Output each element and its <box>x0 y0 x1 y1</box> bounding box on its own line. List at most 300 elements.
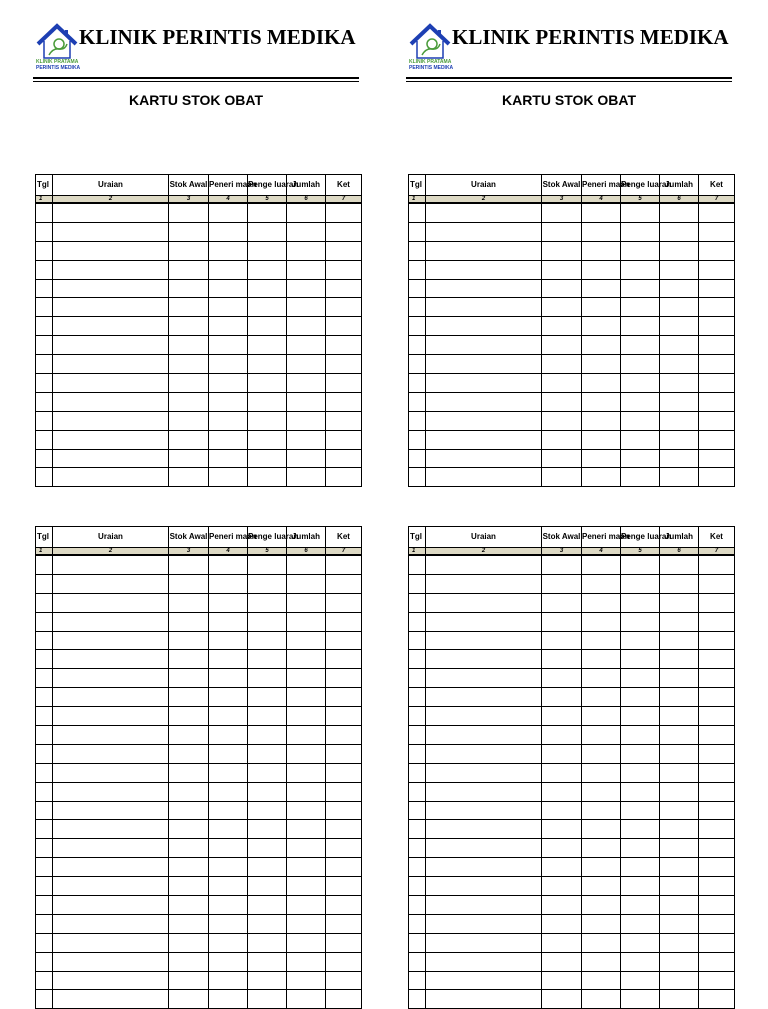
empty-cell-ket <box>326 858 362 877</box>
column-header-penerimaan: Peneri maan <box>209 175 248 196</box>
empty-cell-uraian <box>426 430 542 449</box>
empty-cell-penerimaan <box>582 574 621 593</box>
empty-cell-stok-awal <box>542 593 582 612</box>
empty-cell-penerimaan <box>209 593 248 612</box>
empty-cell-penerimaan <box>209 430 248 449</box>
empty-cell-stok-awal <box>542 631 582 650</box>
empty-cell-stok-awal <box>169 374 209 393</box>
table-row <box>409 593 735 612</box>
empty-cell-ket <box>326 933 362 952</box>
empty-cell-stok-awal <box>169 241 209 260</box>
empty-cell-tgl <box>36 669 53 688</box>
empty-cell-pengeluaran <box>621 801 660 820</box>
empty-cell-uraian <box>426 574 542 593</box>
empty-cell-penerimaan <box>582 392 621 411</box>
empty-cell-penerimaan <box>582 839 621 858</box>
empty-cell-ket <box>326 574 362 593</box>
empty-cell-stok-awal <box>542 688 582 707</box>
empty-cell-penerimaan <box>582 374 621 393</box>
empty-cell-penerimaan <box>209 222 248 241</box>
empty-cell-stok-awal <box>169 877 209 896</box>
empty-cell-tgl <box>409 374 426 393</box>
empty-cell-stok-awal <box>169 317 209 336</box>
empty-cell-penerimaan <box>209 392 248 411</box>
empty-cell-penerimaan <box>582 555 621 574</box>
table-row <box>36 820 362 839</box>
empty-cell-ket <box>699 877 735 896</box>
empty-cell-jumlah <box>660 650 699 669</box>
empty-cell-stok-awal <box>169 203 209 222</box>
empty-cell-penerimaan <box>582 971 621 990</box>
table-row <box>36 990 362 1009</box>
empty-cell-stok-awal <box>542 877 582 896</box>
empty-cell-stok-awal <box>169 839 209 858</box>
empty-cell-tgl <box>409 468 426 487</box>
empty-cell-tgl <box>409 336 426 355</box>
table-row <box>36 468 362 487</box>
empty-cell-tgl <box>36 593 53 612</box>
empty-cell-pengeluaran <box>621 298 660 317</box>
table-row <box>36 669 362 688</box>
table-row <box>409 355 735 374</box>
empty-cell-ket <box>699 971 735 990</box>
empty-cell-tgl <box>409 726 426 745</box>
column-number: 3 <box>169 196 209 204</box>
empty-cell-penerimaan <box>209 782 248 801</box>
table-row <box>409 726 735 745</box>
empty-cell-stok-awal <box>542 782 582 801</box>
column-number-row <box>36 196 362 204</box>
empty-cell-pengeluaran <box>248 392 287 411</box>
empty-cell-stok-awal <box>542 355 582 374</box>
empty-cell-uraian <box>53 241 169 260</box>
empty-cell-penerimaan <box>582 688 621 707</box>
empty-cell-tgl <box>36 877 53 896</box>
empty-cell-tgl <box>36 726 53 745</box>
empty-cell-ket <box>699 374 735 393</box>
stock-card-table-bottom-right <box>408 526 735 1009</box>
empty-cell-pengeluaran <box>621 650 660 669</box>
empty-cell-uraian <box>426 612 542 631</box>
empty-cell-jumlah <box>287 631 326 650</box>
empty-cell-uraian <box>426 801 542 820</box>
empty-cell-penerimaan <box>582 593 621 612</box>
empty-cell-jumlah <box>660 839 699 858</box>
empty-cell-penerimaan <box>209 688 248 707</box>
column-number: 1 <box>36 548 53 556</box>
empty-cell-tgl <box>36 744 53 763</box>
empty-cell-ket <box>699 430 735 449</box>
empty-cell-jumlah <box>287 574 326 593</box>
empty-cell-uraian <box>53 763 169 782</box>
empty-cell-uraian <box>53 933 169 952</box>
empty-cell-penerimaan <box>582 801 621 820</box>
empty-cell-tgl <box>36 801 53 820</box>
empty-cell-pengeluaran <box>248 914 287 933</box>
empty-cell-jumlah <box>660 355 699 374</box>
empty-cell-uraian <box>426 392 542 411</box>
logo-caption <box>409 60 453 71</box>
empty-cell-stok-awal <box>542 411 582 430</box>
table-row <box>409 222 735 241</box>
empty-cell-stok-awal <box>542 990 582 1009</box>
empty-cell-pengeluaran <box>621 355 660 374</box>
column-number-row <box>409 548 735 556</box>
empty-cell-jumlah <box>287 411 326 430</box>
table-row <box>36 279 362 298</box>
empty-cell-tgl <box>36 298 53 317</box>
empty-cell-pengeluaran <box>621 914 660 933</box>
empty-cell-jumlah <box>660 744 699 763</box>
empty-cell-tgl <box>409 355 426 374</box>
empty-cell-stok-awal <box>169 820 209 839</box>
empty-cell-stok-awal <box>169 555 209 574</box>
empty-cell-jumlah <box>660 203 699 222</box>
empty-cell-uraian <box>53 317 169 336</box>
empty-cell-jumlah <box>287 688 326 707</box>
header-rule <box>33 77 359 79</box>
empty-cell-ket <box>699 298 735 317</box>
empty-cell-stok-awal <box>169 990 209 1009</box>
empty-cell-jumlah <box>660 896 699 915</box>
empty-cell-pengeluaran <box>621 222 660 241</box>
empty-cell-jumlah <box>660 952 699 971</box>
empty-cell-pengeluaran <box>621 971 660 990</box>
empty-cell-stok-awal <box>542 374 582 393</box>
empty-cell-pengeluaran <box>621 858 660 877</box>
empty-cell-pengeluaran <box>621 392 660 411</box>
column-number-row <box>409 196 735 204</box>
empty-cell-ket <box>326 430 362 449</box>
empty-cell-ket <box>699 631 735 650</box>
empty-cell-penerimaan <box>582 820 621 839</box>
empty-cell-ket <box>326 650 362 669</box>
empty-cell-stok-awal <box>169 933 209 952</box>
empty-cell-uraian <box>53 650 169 669</box>
empty-cell-ket <box>326 317 362 336</box>
empty-cell-pengeluaran <box>248 801 287 820</box>
table-row <box>36 914 362 933</box>
empty-cell-jumlah <box>660 858 699 877</box>
empty-cell-uraian <box>426 914 542 933</box>
empty-cell-pengeluaran <box>621 990 660 1009</box>
empty-cell-ket <box>326 355 362 374</box>
empty-cell-ket <box>326 990 362 1009</box>
table-row <box>36 574 362 593</box>
empty-cell-penerimaan <box>582 782 621 801</box>
empty-cell-jumlah <box>287 430 326 449</box>
empty-cell-ket <box>326 914 362 933</box>
empty-cell-uraian <box>426 279 542 298</box>
empty-cell-penerimaan <box>209 971 248 990</box>
empty-cell-ket <box>699 763 735 782</box>
empty-cell-uraian <box>53 298 169 317</box>
empty-cell-penerimaan <box>209 241 248 260</box>
empty-cell-pengeluaran <box>248 317 287 336</box>
table-row <box>409 933 735 952</box>
empty-cell-jumlah <box>660 468 699 487</box>
empty-cell-jumlah <box>287 820 326 839</box>
empty-cell-penerimaan <box>582 279 621 298</box>
column-number: 4 <box>582 196 621 204</box>
table-row <box>409 820 735 839</box>
clinic-name: KLINIK PERINTIS MEDIKA <box>79 25 356 49</box>
empty-cell-tgl <box>36 631 53 650</box>
empty-cell-penerimaan <box>209 839 248 858</box>
empty-cell-tgl <box>36 839 53 858</box>
table-row <box>409 612 735 631</box>
table-row <box>36 971 362 990</box>
column-header-stok-awal: Stok Awal <box>169 527 209 548</box>
empty-cell-penerimaan <box>209 574 248 593</box>
empty-cell-stok-awal <box>542 203 582 222</box>
empty-cell-jumlah <box>660 933 699 952</box>
empty-cell-tgl <box>409 801 426 820</box>
table-row <box>409 298 735 317</box>
empty-cell-uraian <box>426 555 542 574</box>
empty-cell-tgl <box>36 933 53 952</box>
empty-cell-stok-awal <box>542 669 582 688</box>
empty-cell-uraian <box>53 782 169 801</box>
empty-cell-pengeluaran <box>248 782 287 801</box>
empty-cell-jumlah <box>287 449 326 468</box>
table-row <box>409 763 735 782</box>
empty-cell-pengeluaran <box>248 650 287 669</box>
column-number: 5 <box>621 196 660 204</box>
empty-cell-ket <box>699 914 735 933</box>
empty-cell-uraian <box>53 801 169 820</box>
empty-cell-stok-awal <box>169 260 209 279</box>
empty-cell-penerimaan <box>582 355 621 374</box>
column-header-tgl: Tgl <box>36 527 53 548</box>
empty-cell-uraian <box>426 688 542 707</box>
column-header-stok-awal: Stok Awal <box>542 175 582 196</box>
empty-cell-jumlah <box>287 877 326 896</box>
column-number: 3 <box>542 196 582 204</box>
table-row <box>36 593 362 612</box>
empty-cell-tgl <box>409 279 426 298</box>
empty-cell-penerimaan <box>209 763 248 782</box>
column-header-stok-awal: Stok Awal <box>542 527 582 548</box>
empty-cell-ket <box>326 392 362 411</box>
empty-cell-pengeluaran <box>621 952 660 971</box>
column-header-pengeluaran: Penge luaran <box>621 527 660 548</box>
empty-cell-jumlah <box>660 336 699 355</box>
empty-cell-ket <box>699 933 735 952</box>
empty-cell-ket <box>699 744 735 763</box>
empty-cell-uraian <box>426 726 542 745</box>
empty-cell-stok-awal <box>169 336 209 355</box>
table-row <box>36 411 362 430</box>
empty-cell-penerimaan <box>209 669 248 688</box>
empty-cell-pengeluaran <box>248 990 287 1009</box>
empty-cell-ket <box>326 203 362 222</box>
table-header-row <box>409 527 735 548</box>
header-rule-thin <box>406 81 732 82</box>
empty-cell-ket <box>326 260 362 279</box>
column-number: 2 <box>53 548 169 556</box>
empty-cell-tgl <box>409 317 426 336</box>
empty-cell-ket <box>326 744 362 763</box>
empty-cell-jumlah <box>287 650 326 669</box>
empty-cell-tgl <box>36 820 53 839</box>
empty-cell-pengeluaran <box>248 631 287 650</box>
empty-cell-tgl <box>36 392 53 411</box>
empty-cell-pengeluaran <box>248 820 287 839</box>
empty-cell-jumlah <box>660 449 699 468</box>
empty-cell-stok-awal <box>542 222 582 241</box>
empty-cell-jumlah <box>287 203 326 222</box>
empty-cell-penerimaan <box>582 430 621 449</box>
column-number: 4 <box>582 548 621 556</box>
empty-cell-pengeluaran <box>248 411 287 430</box>
table-row <box>36 839 362 858</box>
empty-cell-tgl <box>409 392 426 411</box>
table-row <box>409 392 735 411</box>
empty-cell-uraian <box>426 374 542 393</box>
table-row <box>36 612 362 631</box>
empty-cell-tgl <box>36 990 53 1009</box>
empty-cell-uraian <box>426 650 542 669</box>
empty-cell-uraian <box>426 411 542 430</box>
empty-cell-stok-awal <box>169 896 209 915</box>
empty-cell-tgl <box>409 260 426 279</box>
empty-cell-jumlah <box>660 990 699 1009</box>
empty-cell-pengeluaran <box>248 593 287 612</box>
column-number: 7 <box>326 196 362 204</box>
empty-cell-ket <box>699 355 735 374</box>
empty-cell-uraian <box>53 877 169 896</box>
empty-cell-penerimaan <box>582 877 621 896</box>
empty-cell-stok-awal <box>542 449 582 468</box>
empty-cell-stok-awal <box>542 839 582 858</box>
empty-cell-stok-awal <box>169 593 209 612</box>
empty-cell-ket <box>326 411 362 430</box>
empty-cell-ket <box>326 593 362 612</box>
empty-cell-jumlah <box>287 336 326 355</box>
empty-cell-stok-awal <box>542 971 582 990</box>
empty-cell-stok-awal <box>169 449 209 468</box>
table-header-row <box>409 175 735 196</box>
empty-cell-stok-awal <box>542 933 582 952</box>
empty-cell-tgl <box>409 241 426 260</box>
empty-cell-tgl <box>36 896 53 915</box>
empty-cell-tgl <box>36 449 53 468</box>
empty-cell-penerimaan <box>209 555 248 574</box>
empty-cell-tgl <box>409 555 426 574</box>
empty-cell-penerimaan <box>209 203 248 222</box>
empty-cell-uraian <box>53 355 169 374</box>
empty-cell-uraian <box>53 896 169 915</box>
empty-cell-jumlah <box>660 241 699 260</box>
empty-cell-uraian <box>426 933 542 952</box>
empty-cell-pengeluaran <box>248 222 287 241</box>
empty-cell-stok-awal <box>169 782 209 801</box>
empty-cell-jumlah <box>660 593 699 612</box>
empty-cell-ket <box>326 612 362 631</box>
table-row <box>36 650 362 669</box>
logo-caption <box>36 60 80 71</box>
empty-cell-pengeluaran <box>248 241 287 260</box>
empty-cell-pengeluaran <box>621 279 660 298</box>
empty-cell-uraian <box>53 555 169 574</box>
column-number: 3 <box>169 548 209 556</box>
column-number: 4 <box>209 196 248 204</box>
empty-cell-penerimaan <box>209 990 248 1009</box>
empty-cell-stok-awal <box>542 650 582 669</box>
empty-cell-penerimaan <box>209 279 248 298</box>
empty-cell-penerimaan <box>582 336 621 355</box>
clinic-header-right <box>406 20 736 82</box>
column-number: 2 <box>53 196 169 204</box>
empty-cell-uraian <box>53 392 169 411</box>
empty-cell-ket <box>326 374 362 393</box>
empty-cell-penerimaan <box>209 858 248 877</box>
empty-cell-uraian <box>426 858 542 877</box>
empty-cell-ket <box>326 222 362 241</box>
table-row <box>36 744 362 763</box>
empty-cell-penerimaan <box>209 317 248 336</box>
column-number: 4 <box>209 548 248 556</box>
empty-cell-penerimaan <box>209 707 248 726</box>
empty-cell-ket <box>699 279 735 298</box>
table-row <box>36 688 362 707</box>
empty-cell-pengeluaran <box>621 317 660 336</box>
empty-cell-tgl <box>36 355 53 374</box>
empty-cell-penerimaan <box>209 336 248 355</box>
table-row <box>409 782 735 801</box>
empty-cell-tgl <box>36 260 53 279</box>
empty-cell-pengeluaran <box>621 468 660 487</box>
empty-cell-pengeluaran <box>248 449 287 468</box>
empty-cell-penerimaan <box>582 896 621 915</box>
empty-cell-jumlah <box>287 222 326 241</box>
empty-cell-penerimaan <box>582 914 621 933</box>
empty-cell-stok-awal <box>542 896 582 915</box>
empty-cell-pengeluaran <box>248 468 287 487</box>
empty-cell-pengeluaran <box>621 782 660 801</box>
empty-cell-tgl <box>409 858 426 877</box>
empty-cell-uraian <box>426 971 542 990</box>
empty-cell-penerimaan <box>209 952 248 971</box>
empty-cell-penerimaan <box>582 952 621 971</box>
empty-cell-uraian <box>53 411 169 430</box>
empty-cell-tgl <box>36 317 53 336</box>
table-row <box>36 336 362 355</box>
clinic-name: KLINIK PERINTIS MEDIKA <box>452 25 729 49</box>
empty-cell-tgl <box>409 298 426 317</box>
empty-cell-stok-awal <box>169 355 209 374</box>
empty-cell-uraian <box>53 820 169 839</box>
empty-cell-uraian <box>53 374 169 393</box>
table-row <box>36 355 362 374</box>
table-row <box>36 631 362 650</box>
empty-cell-uraian <box>426 203 542 222</box>
empty-cell-jumlah <box>287 279 326 298</box>
table-row <box>409 260 735 279</box>
empty-cell-tgl <box>409 839 426 858</box>
empty-cell-stok-awal <box>542 858 582 877</box>
empty-cell-pengeluaran <box>621 763 660 782</box>
empty-cell-tgl <box>36 574 53 593</box>
empty-cell-tgl <box>409 707 426 726</box>
empty-cell-tgl <box>409 669 426 688</box>
empty-cell-penerimaan <box>209 726 248 745</box>
empty-cell-tgl <box>409 952 426 971</box>
empty-cell-penerimaan <box>582 317 621 336</box>
empty-cell-stok-awal <box>542 317 582 336</box>
table-row <box>36 555 362 574</box>
